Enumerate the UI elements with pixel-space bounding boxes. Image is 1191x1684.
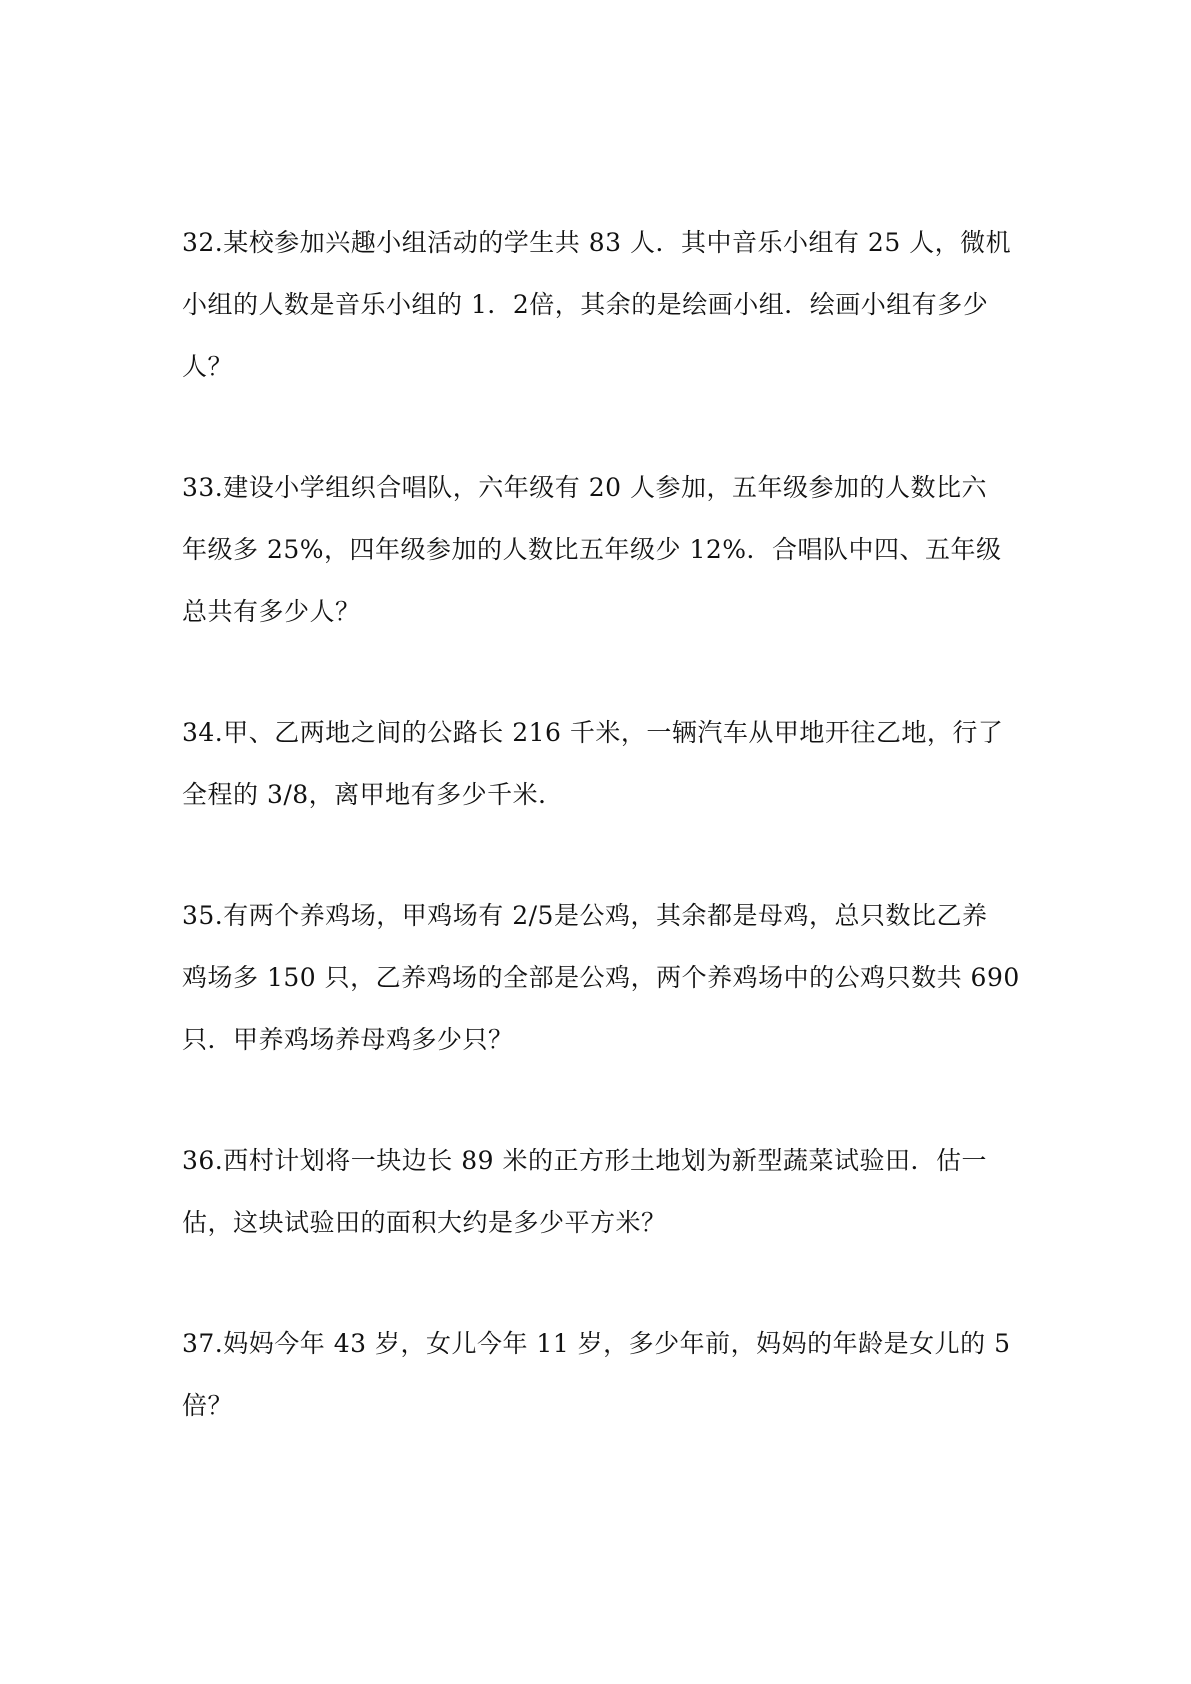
question-list bbox=[182, 212, 1020, 1437]
question-line: 总共有多少人？ bbox=[182, 597, 361, 626]
question-line: 鸡场多 150 只，乙养鸡场的全部是公鸡，两个养鸡场中的公鸡只数共 690 bbox=[182, 963, 1020, 992]
question-37 bbox=[182, 1313, 1017, 1437]
question-line: 只．甲养鸡场养母鸡多少只？ bbox=[182, 1025, 514, 1054]
question-line: 估，这块试验田的面积大约是多少平方米？ bbox=[182, 1208, 667, 1237]
question-line: 倍？ bbox=[182, 1391, 234, 1420]
question-line: 33.建设小学组织合唱队，六年级有 20 人参加，五年级参加的人数比六 bbox=[182, 473, 987, 502]
question-line: 34.甲、乙两地之间的公路长 216 千米，一辆汽车从甲地开往乙地，行了 bbox=[182, 718, 1004, 747]
question-32 bbox=[182, 212, 1017, 398]
question-35 bbox=[182, 885, 1020, 1071]
question-line: 全程的 3/8，离甲地有多少千米． bbox=[182, 780, 564, 809]
question-line: 36.西村计划将一块边长 89 米的正方形土地划为新型蔬菜试验田．估一 bbox=[182, 1146, 987, 1175]
question-line: 人？ bbox=[182, 352, 234, 381]
question-34 bbox=[182, 702, 1017, 826]
question-33 bbox=[182, 457, 1017, 643]
question-36 bbox=[182, 1130, 1017, 1254]
question-line: 37.妈妈今年 43 岁，女儿今年 11 岁，多少年前，妈妈的年龄是女儿的 5 bbox=[182, 1329, 1011, 1358]
question-line: 35.有两个养鸡场，甲鸡场有 2/5是公鸡，其余都是母鸡，总只数比乙养 bbox=[182, 901, 988, 930]
question-line: 小组的人数是音乐小组的 1．2倍，其余的是绘画小组．绘画小组有多少 bbox=[182, 290, 989, 319]
question-line: 年级多 25%，四年级参加的人数比五年级少 12%．合唱队中四、五年级 bbox=[182, 535, 1002, 564]
question-line: 32.某校参加兴趣小组活动的学生共 83 人．其中音乐小组有 25 人，微机 bbox=[182, 228, 1012, 257]
